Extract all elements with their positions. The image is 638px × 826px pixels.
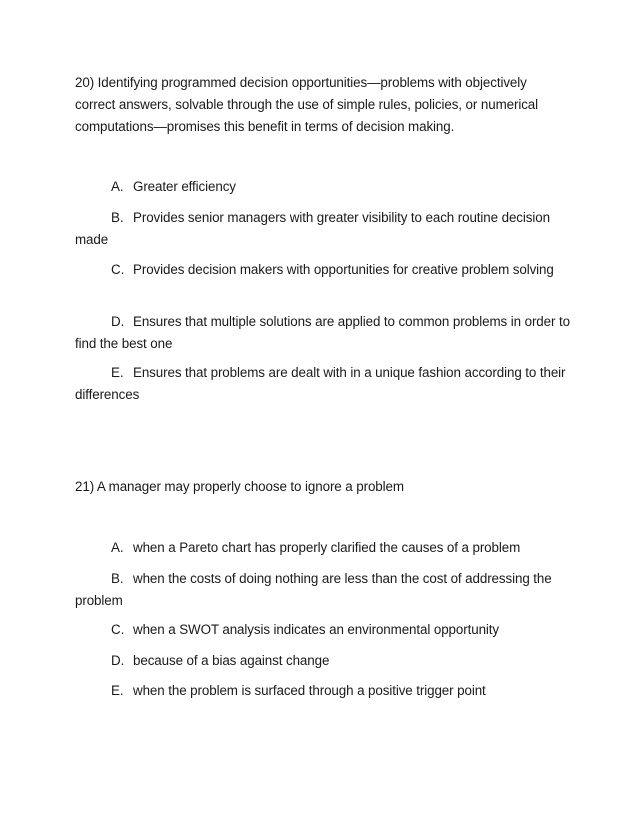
option-text: Provides senior managers with greater visibility to each routine decision made bbox=[75, 210, 550, 247]
question-21-option-b bbox=[75, 568, 570, 612]
option-text: when the problem is surfaced through a positive trigger point bbox=[133, 683, 486, 698]
question-21-option-d bbox=[75, 650, 570, 672]
option-text: when a Pareto chart has properly clarified the causes of a problem bbox=[133, 540, 521, 555]
question-20-option-c bbox=[75, 259, 570, 281]
option-letter: D. bbox=[111, 314, 125, 329]
option-text: because of a bias against change bbox=[133, 653, 330, 668]
question-20-option-d bbox=[75, 311, 570, 355]
option-letter: A. bbox=[111, 540, 124, 555]
question-20-option-b bbox=[75, 207, 570, 251]
option-text: when the costs of doing nothing are less than the cost of addressing the problem bbox=[75, 571, 552, 608]
question-21-option-c bbox=[75, 619, 570, 641]
question-21-option-a bbox=[75, 537, 570, 559]
option-letter: A. bbox=[111, 179, 124, 194]
option-letter: C. bbox=[111, 622, 125, 637]
option-letter: D. bbox=[111, 653, 125, 668]
option-text: when a SWOT analysis indicates an environmental opportunity bbox=[133, 622, 500, 637]
question-20-stem: 20) Identifying programmed decision opportunities—problems with objectively correct answers, solvable through the use of simple rules, policies, or numerical computations—promises this benefit in terms of decision making. bbox=[75, 75, 539, 134]
question-20-option-e bbox=[75, 362, 570, 406]
question-21-option-e bbox=[75, 680, 570, 702]
option-text: Greater efficiency bbox=[133, 179, 236, 194]
option-letter: B. bbox=[111, 210, 124, 225]
question-21-stem: 21) A manager may properly choose to ignore a problem bbox=[75, 479, 404, 494]
option-text: Ensures that problems are dealt with in a unique fashion according to their differences bbox=[75, 365, 566, 402]
option-letter: B. bbox=[111, 571, 124, 586]
option-letter: E. bbox=[111, 365, 124, 380]
option-letter: C. bbox=[111, 262, 125, 277]
question-20-option-a bbox=[75, 176, 570, 198]
option-text: Ensures that multiple solutions are applied to common problems in order to find the best one bbox=[75, 314, 570, 351]
option-letter: E. bbox=[111, 683, 124, 698]
option-text: Provides decision makers with opportunities for creative problem solving bbox=[133, 262, 554, 277]
